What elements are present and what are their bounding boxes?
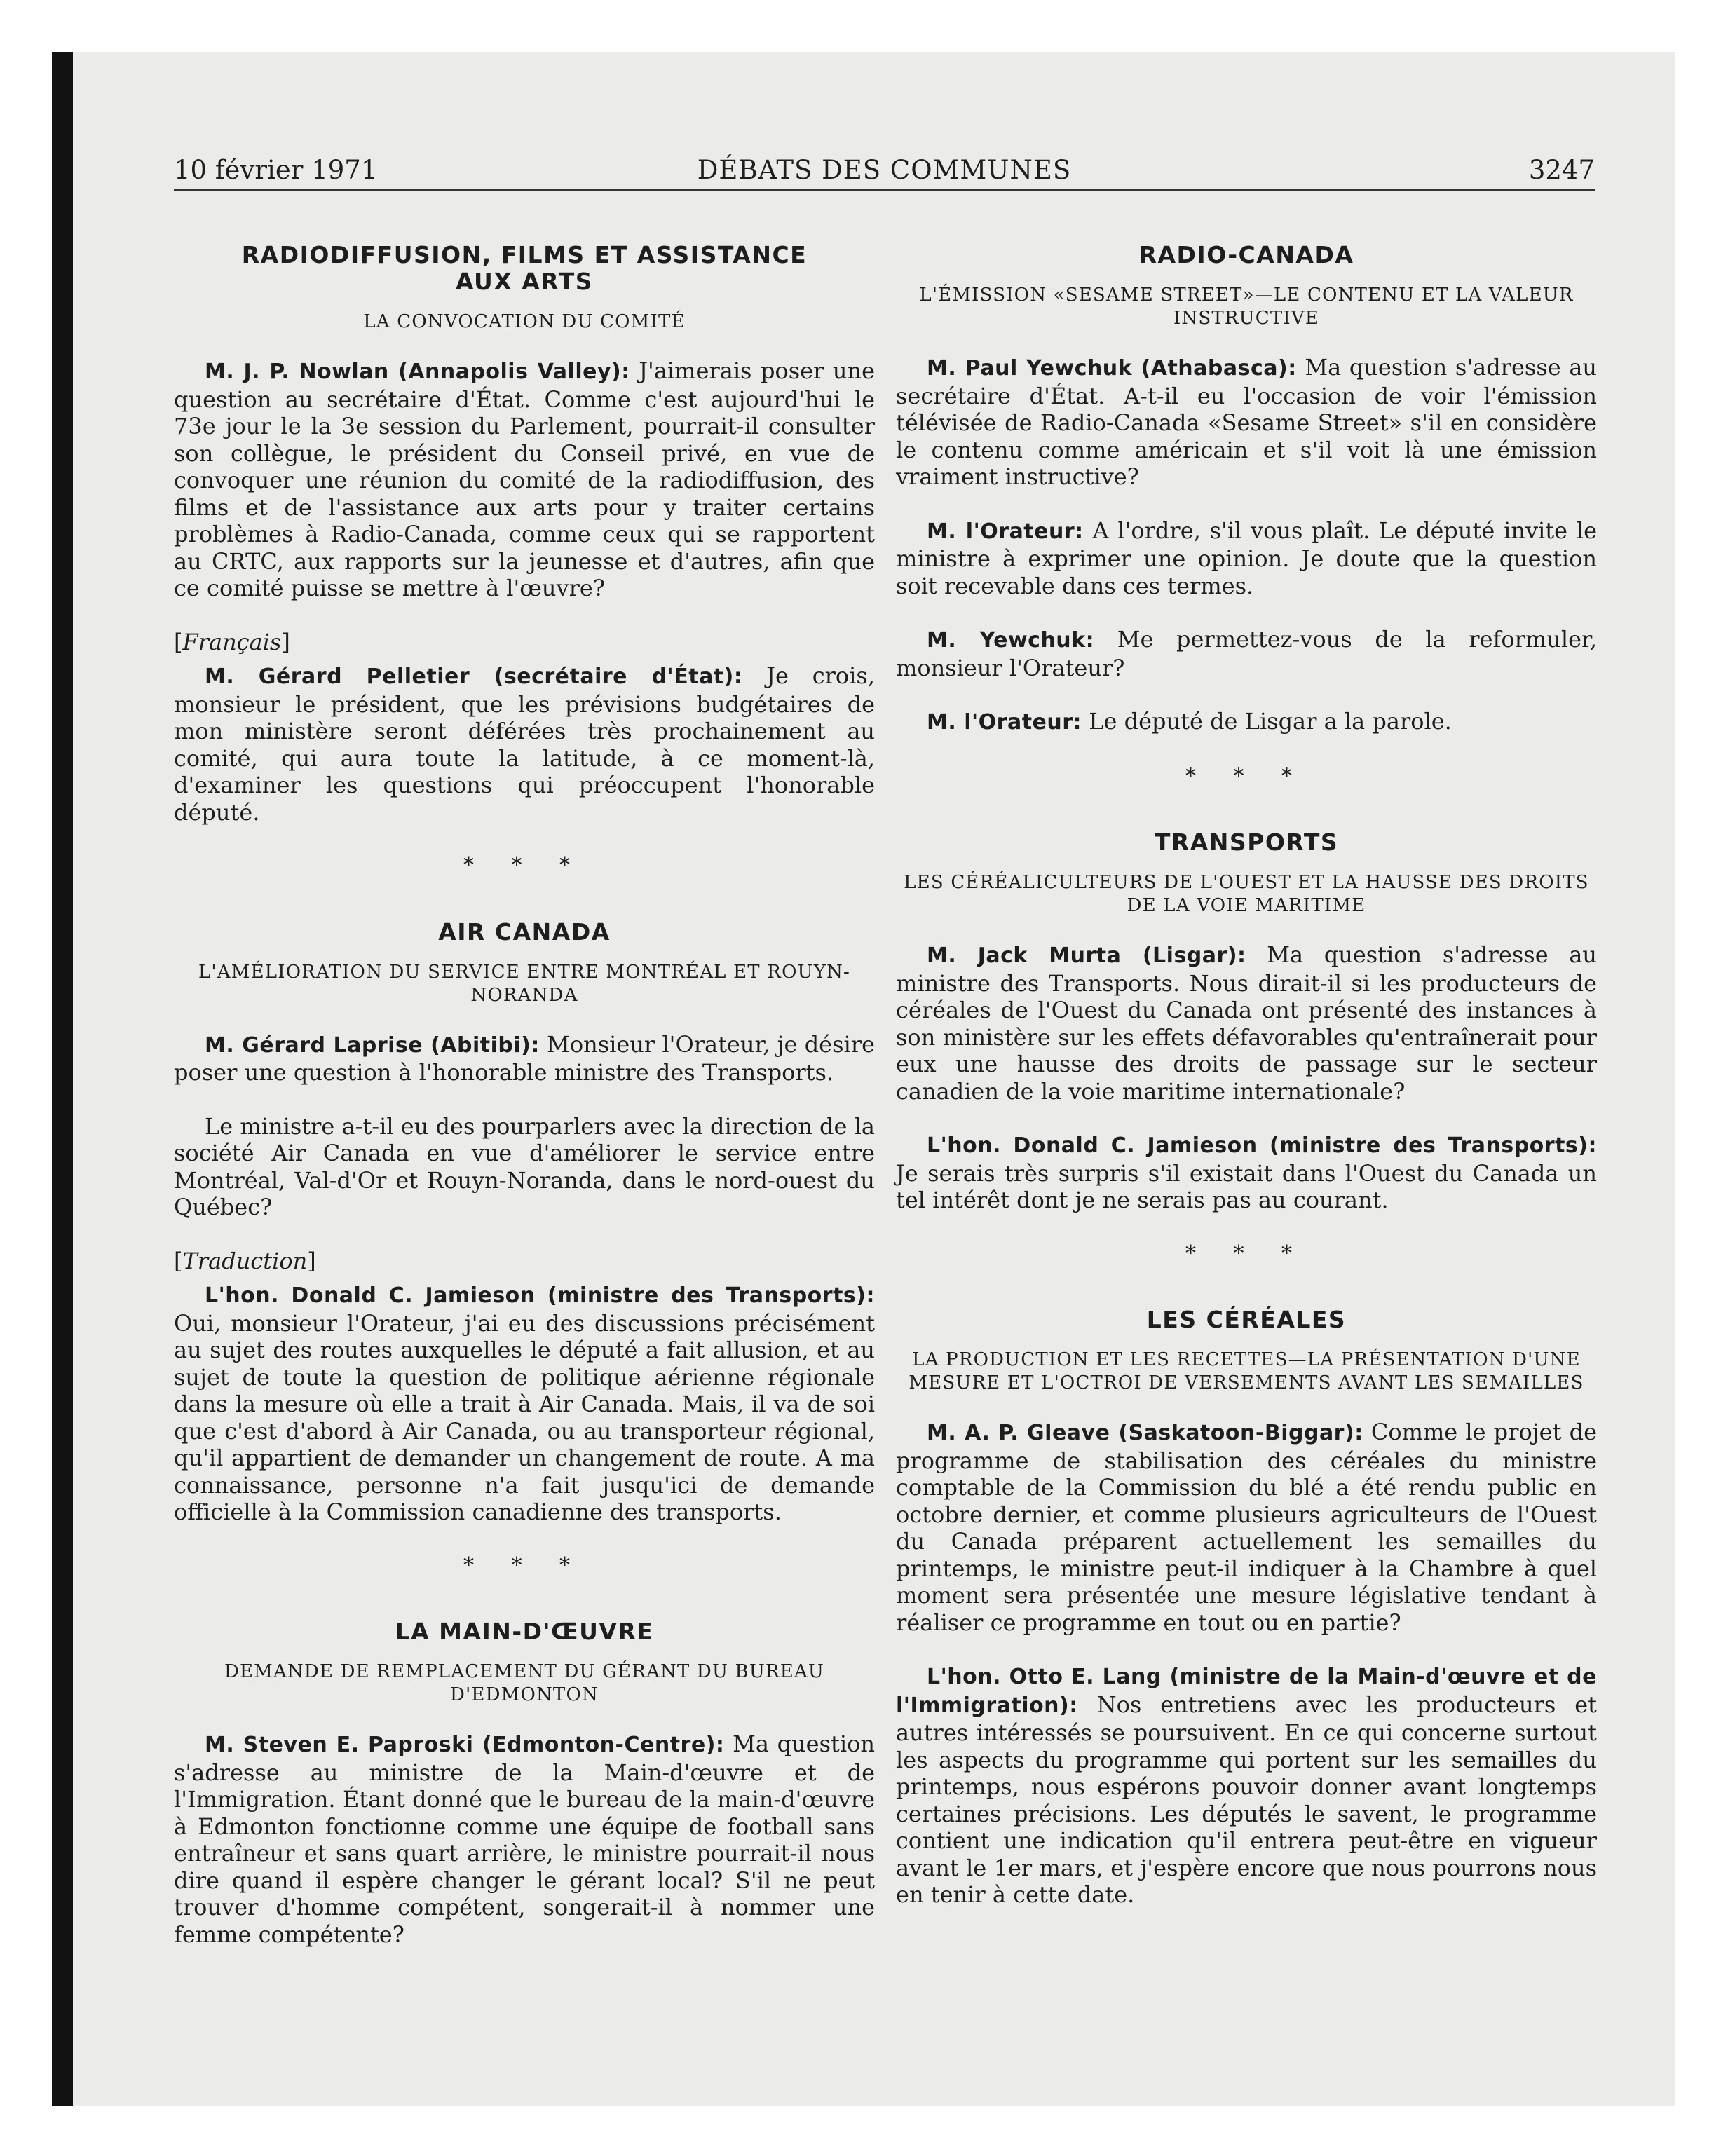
paragraph-text: Oui, monsieur l'Orateur, j'ai eu des discussions précisément au sujet des routes auxquelles le député a fait allusion, et au sujet de toute la question de politique aérienne régionale dans la mesure où elle a trait à Air Canada. Mais, il va de soi que c'est d'abord à Air Canada, ou au transporteur régional, qu'il appartient de demander un changement de route. A ma connaissance, personne n'a fait jusqu'ici de demande officielle à la Commission canadienne des transports.: [174, 1309, 875, 1525]
speaker: L'hon. Donald C. Jamieson (ministre des Transports):: [205, 1283, 875, 1308]
section-separator: * * *: [463, 1553, 586, 1578]
paragraph: [174, 662, 875, 826]
paragraph: [174, 1031, 875, 1086]
paragraph: [896, 1131, 1597, 1214]
section-subheading: LES CÉRÉALICULTEURS DE L'OUEST ET LA HAUSSE DES DROITS DE LA VOIE MARITIME: [904, 872, 1589, 916]
paragraph-text: Ma question s'adresse au ministre des Transports. Nous dirait-il si les producteurs de céréales de l'Ouest du Canada ont présenté des instances à son ministère sur les effets défavorables qu'entraînerait pour eux une hausse des droits de passage sur le secteur canadien de la voie maritime internationale?: [896, 941, 1598, 1105]
header-page-number: 3247: [1528, 155, 1595, 185]
speaker: M. l'Orateur:: [927, 519, 1084, 544]
section-heading: LES CÉRÉALES: [1146, 1306, 1347, 1333]
paragraph: [174, 1731, 875, 1948]
speaker: M. A. P. Gleave (Saskatoon-Biggar):: [927, 1421, 1363, 1445]
paragraph-text: Je crois, monsieur le président, que les prévisions budgétaires de mon ministère seront déférées très prochainement au comité, qui aura toute la latitude, à ce moment-là, d'examiner les questions qui préoccupent l'honorable député.: [174, 662, 876, 826]
section-separator: * * *: [1185, 763, 1308, 789]
paragraph: [896, 517, 1597, 600]
paragraph: [896, 708, 1597, 737]
speaker: L'hon. Donald C. Jamieson (ministre des Transports):: [927, 1133, 1597, 1158]
paragraph-text: Ma question s'adresse au ministre de la Main-d'œuvre et de l'Immigration. Étant donné que le bureau de la main-d'œuvre à Edmonton fonctionne comme une équipe de football sans entraîneur et sans quart arrière, le ministre pourrait-il nous dire quand il espère changer le gérant local? S'il ne peut trouver d'homme compétent, songerait-il à nommer une femme compétente?: [174, 1731, 876, 1948]
language-label: Français: [182, 628, 282, 655]
paragraph-text: Le député de Lisgar a la parole.: [1089, 708, 1452, 735]
section-subheading: L'ÉMISSION «SESAME STREET»—LE CONTENU ET LA VALEUR INSTRUCTIVE: [919, 285, 1574, 329]
language-note: [Traduction]: [174, 1247, 316, 1274]
paragraph: [896, 941, 1597, 1105]
section-subheading: DEMANDE DE REMPLACEMENT DU GÉRANT DU BUREAU D'EDMONTON: [224, 1661, 825, 1705]
section-heading: RADIODIFFUSION, FILMS ET ASSISTANCE AUX ARTS: [241, 241, 808, 295]
paragraph: [174, 1281, 875, 1526]
paragraph: [896, 1419, 1597, 1636]
speaker: M. Paul Yewchuk (Athabasca):: [927, 356, 1297, 381]
paragraph-text: J'aimerais poser une question au secrétaire d'État. Comme c'est aujourd'hui le 73e jour le la 3e session du Parlement, pourrait-il consulter son collègue, le président du Conseil privé, en vue de convoquer une réunion du comité de la radiodiffusion, des films et de l'assistance aux arts pour y traiter certains problèmes à Radio-Canada, comme ceux qui se rapportent au CRTC, aux rapports sur la jeunesse et d'autres, afin que ce comité puisse se mettre à l'œuvre?: [174, 357, 876, 601]
paragraph-text: Je serais très surpris s'il existait dans l'Ouest du Canada un tel intérêt dont je ne serais pas au courant.: [896, 1159, 1597, 1213]
paragraph: [174, 357, 875, 602]
paragraph-text: Nos entretiens avec les producteurs et autres intéressés se poursuivent. En ce qui concerne surtout les aspects du programme qui portent sur les semailles du printemps, nous espérons pouvoir donner avant longtemps certaines précisions. Les députés le savent, le programme contient une indication qu'il entrera peut-être en vigueur avant le 1er mars, et j'espère encore que nous pourrons nous en tenir à cette date.: [896, 1691, 1598, 1908]
speaker: L'hon. Otto E. Lang (ministre de la Main-d'œuvre et de l'Immigration):: [896, 1665, 1597, 1718]
section-heading: LA MAIN-D'ŒUVRE: [395, 1618, 654, 1645]
header-date: 10 février 1971: [174, 155, 378, 185]
speaker: M. l'Orateur:: [927, 710, 1082, 735]
section-separator: * * *: [463, 853, 586, 878]
paragraph: [896, 626, 1597, 681]
header-title: DÉBATS DES COMMUNES: [697, 155, 1072, 185]
speaker: M. Gérard Laprise (Abitibi):: [205, 1032, 540, 1058]
paragraph-text: Monsieur l'Orateur, je désire poser une question à l'honorable ministre des Transports.: [174, 1030, 876, 1086]
paragraph: Le ministre a-t-il eu des pourparlers avec la direction de la société Air Canada en vue d'améliorer le service entre Montréal, Val-d'Or et Rouyn-Noranda, dans le nord-ouest du Québec?: [174, 1112, 875, 1220]
paragraph-text: Ma question s'adresse au secrétaire d'État. A-t-il eu l'occasion de voir l'émission télévisée de Radio-Canada «Sesame Street» s'il en considère le contenu comme américain et s'il voit là une émission vraiment instructive?: [896, 354, 1598, 490]
section-separator: * * *: [1185, 1241, 1308, 1266]
paragraph-text: Me permettez-vous de la reformuler, monsieur l'Orateur?: [896, 626, 1598, 681]
speaker: M. Jack Murta (Lisgar):: [927, 943, 1246, 968]
section-heading: TRANSPORTS: [1154, 828, 1339, 856]
section-subheading: LA CONVOCATION DU COMITÉ: [363, 311, 686, 332]
right-column: [896, 242, 1597, 1935]
speaker: M. J. P. Nowlan (Annapolis Valley):: [205, 360, 630, 384]
paragraph-text: A l'ordre, s'il vous plaît. Le député invite le ministre à exprimer une opinion. Je doute que la question soit recevable dans ces termes.: [896, 517, 1598, 599]
section-subheading: L'AMÉLIORATION DU SERVICE ENTRE MONTRÉAL ET ROUYN-NORANDA: [198, 961, 851, 1006]
paragraph: [896, 354, 1597, 491]
page-header: [174, 147, 1595, 191]
paragraph-text: Comme le projet de programme de stabilisation des céréales du ministre comptable de la Commission du blé a été rendu public en octobre dernier, et comme plusieurs agriculteurs de l'Ouest du Canada préparent actuellement les semailles du printemps, le ministre peut-il indiquer à la Chambre à quel moment sera présentée une mesure législative tendant à réaliser ce programme en tout ou en partie?: [896, 1419, 1598, 1636]
language-label: Traduction: [182, 1247, 308, 1274]
left-column: [174, 242, 875, 1974]
speaker: M. Yewchuk:: [927, 628, 1095, 653]
language-note: [Français]: [174, 628, 290, 655]
section-heading: AIR CANADA: [438, 917, 611, 946]
speaker: M. Gérard Pelletier (secrétaire d'État):: [205, 664, 743, 689]
section-subheading: LA PRODUCTION ET LES RECETTES—LA PRÉSENTATION D'UNE MESURE ET L'OCTROI DE VERSEMENTS AVANT LES SEMAILLES: [909, 1349, 1584, 1393]
speaker: M. Steven E. Paproski (Edmonton-Centre):: [205, 1733, 725, 1757]
paragraph: [896, 1663, 1597, 1909]
section-heading: RADIO-CANADA: [1138, 241, 1354, 268]
